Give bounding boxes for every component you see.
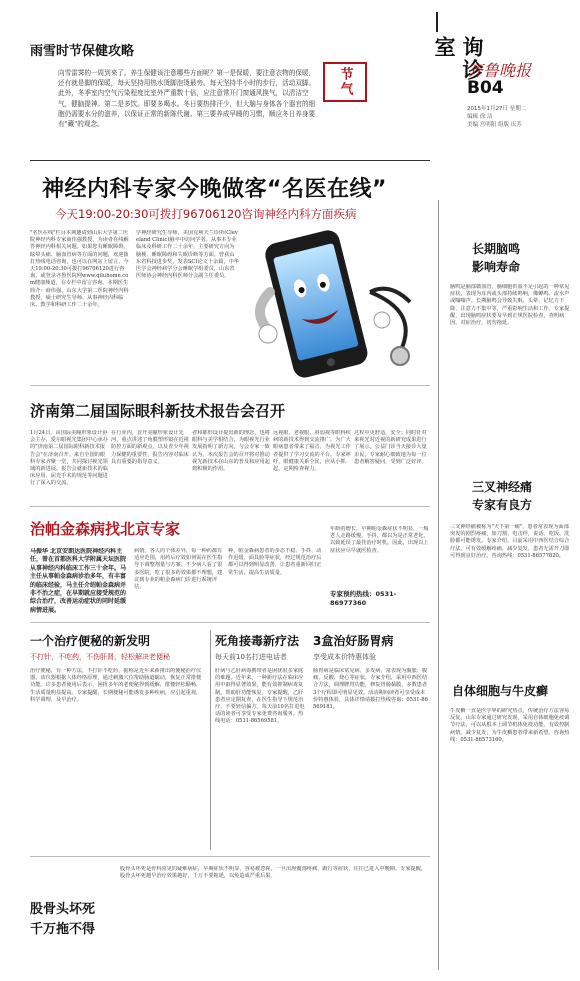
bullwart-body: 牛皮癣一直是医学界的研究热点，传统治疗方法容易反复。山东专家通过研究发现，采用自体细胞免疫调节疗法，可以从根本上调节机体免疫功能，有效控制病情，减少复发，为牛皮癣患者带来新希望。咨询热线：0531-86573160。 — [450, 708, 570, 743]
col-rule-1 — [210, 630, 211, 850]
paper-name: 齐鲁晚报 — [467, 61, 532, 80]
constip-subtitle: 不打针，不吃药，不伤肝肾，轻松解决老便秘 — [30, 653, 170, 661]
jieqi-badge — [323, 62, 367, 102]
beijing-title: 治帕金森病找北京专家 — [30, 520, 181, 538]
brain-title: 长期脑鸣 影响寿命 — [472, 242, 521, 274]
section-title: 询诊室 — [432, 36, 484, 82]
eye-title: 济南第二届国际眼科新技术报告会召开 — [30, 402, 286, 420]
beijing-lead: 马振华 北京安朗达医院神经内科主任，曾在首都医科大学附属天坛医院从事神经内科临床工作三十余年。马主任从事帕金森病诊治多年，有丰富的临床经验，马主任介绍帕金森病并非不治之症，在早期就应接受规范的综合治疗，改善运动症状的同时延缓病情进展。 — [30, 548, 127, 614]
eye-col2: 在行业内，首开美瞳形象设计先河，重点讲述了角膜塑形镜在近视防控方面的新观点，以及青少年视力保健的重要性，报告内容对临床具有重要的指导意义。 — [111, 430, 189, 465]
eye-col4: 远视眼、老视眼、斜弱视等眼科疾病的新技术得到交流推广。为广大眼病患者带来了福音，为视光工作者提供了学习交流的平台。专家呼吁，眼健康关系全民，应从小抓起，定期检查视力。 — [273, 430, 351, 473]
gut-title: 3盒治好肠胃病 — [313, 634, 394, 648]
jieqi-title: 雨雪时节保健攻略 — [30, 44, 135, 59]
neck-body: 股骨头坏死是骨科常见的疑难病症，早期症状不明显，容易被忽视，一旦出现髋部疼痛、跛行等症状，往往已进入中晚期。专家提醒，股骨头坏死越早治疗效果越好，千万不要拖延，以免造成严重后果。 — [120, 866, 427, 880]
divider-top — [30, 160, 430, 161]
trigem-title: 三叉神经痛 专家有良方 — [472, 480, 533, 512]
divider-bottom — [30, 856, 430, 857]
jieqi-body: 向雪雷霁的一周到来了。养生保健该注意哪些方面呢？第一是保暖，要注意衣物的保暖，还有就是脚的保暖，每天坚持用热水烫脚泡烫最旁。每天坚持半小时的步行，活动双脚。此外，冬季室内空气污染程度比室外严重数十倍，应注意常开门窗通风换气，以清洁空气，健脑提神。第二是多饮。即要多喝水。冬日要热排汗少，但大脑与身体各个器官的细胞仍需要水分的滋养，以保证正常的新陈代谢。第三要养成早睡的习惯，顺应冬日养身要有"藏"的观念。 — [58, 69, 316, 129]
meta-editor: 编辑 徐 洁 — [467, 114, 493, 120]
eye-col1: 1月24日，由国际美瞳形象设计协会主办，爱尔眼视光集团中心承办的"济南第二届国际眼科新技术报告会"在济南召开。来自全国的眼科专家齐聚一堂，共同探讨视光领域的新进展。报告会就新技术的临床应用、屈光手术的规范等问题进行了深入的交流。 — [30, 430, 108, 487]
jieqi-badge-label: 节气 — [337, 67, 353, 97]
beijing-hotline: 专家预约热线：0531-86977360 — [330, 590, 397, 607]
antivirus-subtitle: 每天前10名打进电话者 — [215, 653, 287, 661]
lead-col1: "名医在线"栏目本期邀请到山东大学第二医院神经内科专家商伟强教授，为读者在线解答神经内科相关问题。如果您有睡眠障碍、眩晕头痛、脑血管病等方面的问题，欢迎拨打热线电话咨询，也可以在网站上留言。今天19:00-20:30可拨打96706120进行咨询，或登录齐鲁医院网www.qiluhome.com健康频道，在专栏中留言咨询。本期医生简介：商伟强，山东大学第二医院神经内科教授，硕士研究生导师。从事神经内科临床、教学和科研工作二十余年。 — [30, 230, 129, 309]
divider-mid — [30, 622, 430, 623]
section-header — [430, 8, 484, 98]
beijing-col3: 种，帕金森病患者的步态不稳、手抖、动作迟缓、面具脸等症状，经过规范治疗后都可以得到明显改善，让患者重新回归正常生活，提高生活质量。 — [228, 548, 322, 576]
trigem-body: 三叉神经痛被称为"天下第一痛"，患者常表现为面部突发的剧烈疼痛，如刀割、电击样，说话、吃饭、洗脸都可能诱发。专家介绍，目前采用中西医结合综合疗法，可有效缓解疼痛，减少复发，患者无需开刀即可得到良好治疗。咨询热线：0531-86577820。 — [450, 524, 570, 559]
brain-body: 脑鸣是脑部微血管、脑细胞供血不足引起的一种常见症状，表现为耳内或头部持续鸣响，像蝉鸣、流水声或嗡嗡声。长期脑鸣会导致失眠、头晕、记忆力下降、注意力不集中等，严重影响生活和工作。专家提醒，出现脑鸣症状要及早到正规医院检查，查明病因，对症治疗，切勿拖延。 — [450, 284, 570, 327]
beijing-col4: 年龄的增长，早期帕金森症状不明显，一般老人走路缓慢、手抖，都以为是正常老化，以致延误了最佳治疗时机。因此，出现以上症状应尽早就医检查。 — [330, 526, 429, 554]
lead-subtitle: 今天19:00-20:30可拨打96706120咨询神经内科方面疾病 — [55, 207, 357, 221]
eye-col5: 过程中更舒适，安全；同时针对来视光对近视的新研究成果进行了展示。公益门诊当天接诊大量市民，专家耐心细致地为每一位患者解答疑问，受到广泛好评。 — [354, 430, 427, 465]
meta-design: 美编 宫明阳 组版 庆芳 — [467, 122, 522, 128]
gut-body: 肠胃病是临床常见病、多发病，常表现为腹胀、腹痛、反酸、烧心等症状。专家介绍，采用中西医结合方法，调理脾胃功能，修复胃肠黏膜，多数患者3个疗程即可明显见效。活动期间读者可享受成本价特惠体验，具体详情请拨打热线咨询：0531-86569181。 — [313, 668, 428, 711]
page-number: B04 — [467, 78, 504, 98]
constip-title: 一个治疗便秘的新发明 — [30, 634, 151, 648]
divider-beijing — [30, 506, 430, 507]
meta-date: 2015年1月27日 星期二 — [467, 106, 527, 112]
right-col-rule — [438, 200, 439, 970]
bullwart-title: 自体细胞与牛皮癣 — [452, 684, 549, 698]
antivirus-title: 死角接毒新疗法 — [215, 634, 300, 648]
neck-title: 股骨头坏死 千万拖不得 — [30, 902, 96, 937]
phone-doctor-illustration — [240, 222, 430, 380]
header-divider — [436, 12, 438, 32]
beijing-col2: 病情，各人的个体差异，每一种药都有适应范围，用药后疗效如何需在医生指导下调整剂量与方案。不少病人看了很多医院，吃了很多药效果都不理想，建议到专业的帕金森病门诊进行系统评估。 — [134, 548, 223, 591]
antivirus-body: 肝病与乙肝病毒携带者是困扰很多家庭的难题。近年来，一种新疗法在临床应用中取得显著效果，能有效抑制病毒复制，帮助肝功能恢复。专家提醒，乙肝患者应定期复查，在医生指导下规范治疗，不要轻信偏方。每天前10名打进电话的读者可享受专家免费咨询服务。热线电话：0531-86569581。 — [215, 668, 305, 725]
lead-title: 神经内科专家今晚做客“名医在线” — [42, 177, 387, 202]
gut-subtitle: 享受成本价特惠体验 — [313, 653, 376, 661]
lead-col2: 学神经研究生导师，美国克利夫兰诊所(Cleveland Clinic)脑卒中访问学者。从事本专业临床及科研工作二十余年，主要研究方向为脑梗、睡眠障碍和失眠诊断等方面。曾获山东省科技进步奖，发表SCI论文十余篇，中华医学会神经病学分会睡眠学组委员，山东省医师协会神经内科医师分会副主任委员。 — [136, 230, 239, 280]
divider-eye — [30, 385, 430, 386]
eye-col3: 者和都形设计提出新的理念，也将眼科与美学相结合，为眼视光行业发展指明了新方向。与会专家一致认为，本次报告会的召开将对推动视光新技术在山东的普及和应用起到积极的作用。 — [192, 430, 270, 473]
constip-body: 治疗便秘，有一种方法，不打针不吃药，据称是近年来新推出的便秘治疗仪器。该仪器根据人体经络原理，通过刺激穴位帮助肠道蠕动，恢复正常排便功能。许多患者使用后表示，困扰多年的老便秘得到缓解，排便轻松顺畅，生活质量明显提高。专家提醒，长期便秘可能诱发多种疾病，应引起重视，科学调理，及早治疗。 — [30, 668, 202, 703]
